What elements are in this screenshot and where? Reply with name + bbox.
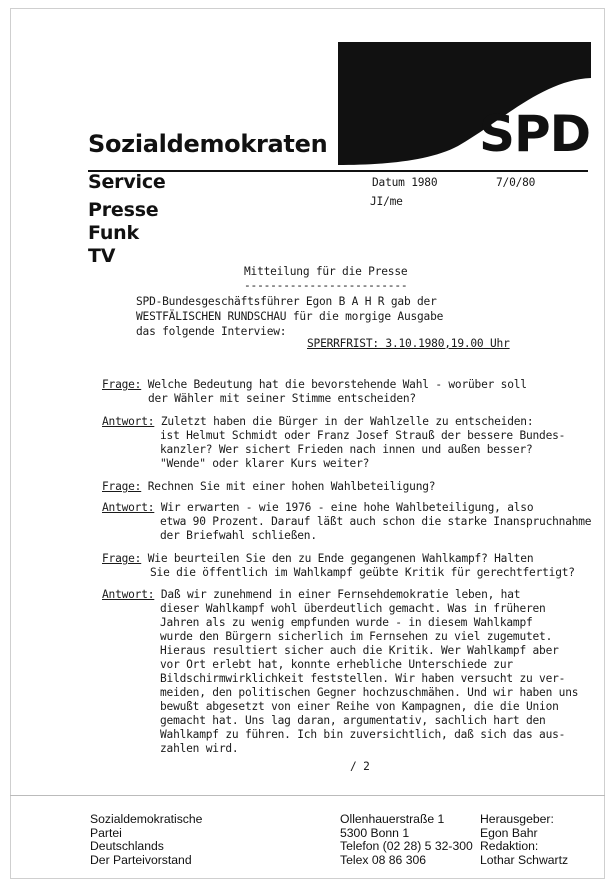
qa-text: wurde den Bürgern sicherlich im Fernsehen zu viel zugemutet. xyxy=(160,630,553,643)
footer-address xyxy=(340,813,473,867)
qa-text: Daß wir zunehmend in einer Fernsehdemokratie leben, hat xyxy=(160,588,521,601)
title-underline: ------------------------- xyxy=(244,279,408,292)
answer-1 xyxy=(102,415,533,428)
heading-funk: Funk xyxy=(88,222,139,244)
answer-label: Antwort: xyxy=(102,588,155,601)
question-1 xyxy=(102,378,527,391)
qa-text: bewußt abgesetzt von einer Reihe von Kampagnen, die die Union xyxy=(160,700,559,713)
footer-line: Lothar Schwartz xyxy=(480,852,569,867)
page-marker: / 2 xyxy=(350,760,370,773)
qa-text: der Briefwahl schließen. xyxy=(160,529,317,542)
qa-text: etwa 90 Prozent. Darauf läßt auch schon die starke Inanspruchnahme xyxy=(160,515,592,528)
answer-3 xyxy=(102,588,520,601)
question-label: Frage: xyxy=(102,552,142,565)
footer-line: Deutschlands xyxy=(90,839,164,853)
qa-text: meiden, den politischen Gegner hochzuschmähen. Und wir haben uns xyxy=(160,686,579,699)
brand-name: Sozialdemokraten xyxy=(88,130,328,158)
footer-line: Der Parteivorstand xyxy=(90,852,192,867)
qa-text: Bildschirmwirklichkeit feststellen. Wir haben versucht zu ver- xyxy=(160,672,566,685)
qa-text: Hieraus resultiert sicher auch die Kritik. Wer Wahlkampf aber xyxy=(160,644,559,657)
answer-2 xyxy=(102,501,533,514)
heading-tv: TV xyxy=(88,245,116,267)
qa-text: dieser Wahlkampf wohl überdeutlich gemacht. Was in früheren xyxy=(160,602,546,615)
footer-organization xyxy=(90,813,202,867)
qa-text: Zuletzt haben die Bürger in der Wahlzelle zu entscheiden: xyxy=(160,415,534,428)
footer-line: Ollenhauerstraße 1 xyxy=(340,812,445,826)
embargo-notice: SPERRFRIST: 3.10.1980,19.00 Uhr xyxy=(307,337,510,350)
footer-line: Redaktion: xyxy=(480,839,539,853)
qa-text: kanzler? Wer sichert Frieden nach innen und außen besser? xyxy=(160,443,533,456)
footer-line: Telex 08 86 306 xyxy=(340,852,427,867)
qa-text: ist Helmut Schmidt oder Franz Josef Strauß der bessere Bundes- xyxy=(160,429,566,442)
qa-text: vor Ort erlebt hat, konnte erhebliche Unterschiede zur xyxy=(160,658,513,671)
document-date: Datum 1980 xyxy=(372,176,438,189)
footer-line: Herausgeber: xyxy=(480,812,554,826)
question-2 xyxy=(102,480,435,493)
footer-rule xyxy=(10,795,605,796)
intro-line: SPD-Bundesgeschäftsführer Egon B A H R gab der xyxy=(136,295,437,308)
qa-text: gemacht hat. Uns lag daran, argumentativ, sachlich hart den xyxy=(160,714,546,727)
intro-paragraph xyxy=(136,294,443,339)
heading-presse: Presse xyxy=(88,199,159,221)
qa-text: der Wähler mit seiner Stimme entscheiden? xyxy=(148,392,416,405)
qa-text: zahlen wird. xyxy=(160,742,239,755)
footer-line: Telefon (02 28) 5 32-300 xyxy=(340,839,473,853)
qa-text: Wahlkampf zu führen. Ich bin zuversichtlich, daß sich das aus- xyxy=(160,728,566,741)
qa-text: Rechnen Sie mit einer hohen Wahlbeteiligung? xyxy=(147,480,436,493)
question-label: Frage: xyxy=(102,480,142,493)
intro-line: WESTFÄLISCHEN RUNDSCHAU für die morgige Ausgabe xyxy=(136,310,444,323)
question-3 xyxy=(102,552,533,565)
document-number: 7/0/80 xyxy=(496,176,536,189)
qa-text: Sie die öffentlich im Wahlkampf geübte Kritik für gerechtfertigt? xyxy=(150,566,575,579)
logo-text: SPD xyxy=(479,105,591,163)
footer-line: Egon Bahr xyxy=(480,825,538,840)
footer-line: Sozialdemokratische xyxy=(90,812,203,826)
heading-service: Service xyxy=(88,171,166,193)
qa-text: Wir erwarten - wie 1976 - eine hohe Wahlbeteiligung, also xyxy=(160,501,534,514)
spd-logo xyxy=(338,42,591,167)
qa-text: "Wende" oder klarer Kurs weiter? xyxy=(160,457,370,470)
footer-publisher xyxy=(480,813,568,867)
document-title: Mitteilung für die Presse xyxy=(244,265,408,278)
footer-line: 5300 Bonn 1 xyxy=(340,825,410,840)
answer-label: Antwort: xyxy=(102,501,155,514)
intro-line: das folgende Interview: xyxy=(136,325,287,338)
qa-text: Welche Bedeutung hat die bevorstehende Wahl - worüber soll xyxy=(147,378,527,391)
qa-text: Jahren als zu wenig empfunden wurde - in diesem Wahlkampf xyxy=(160,616,533,629)
answer-label: Antwort: xyxy=(102,415,155,428)
footer-line: Partei xyxy=(90,825,122,840)
qa-text: Wie beurteilen Sie den zu Ende gegangenen Wahlkampf? Halten xyxy=(147,552,534,565)
reference-code: JI/me xyxy=(370,195,403,208)
question-label: Frage: xyxy=(102,378,142,391)
